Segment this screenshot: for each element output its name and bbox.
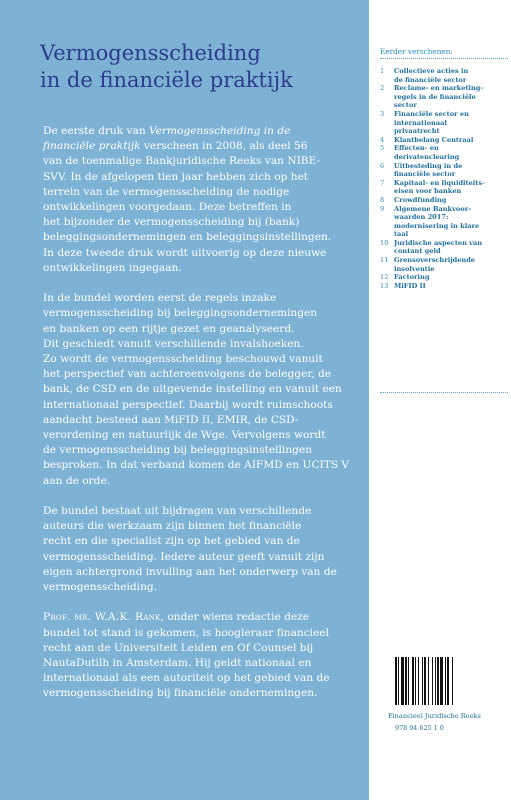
series-number: 2 bbox=[380, 84, 385, 93]
series-title-line: contant geld bbox=[394, 247, 441, 256]
series-item bbox=[380, 162, 508, 179]
text-line: het bijzonder de vermogensscheiding bij (bank) bbox=[43, 216, 300, 229]
series-item bbox=[380, 179, 508, 196]
series-number: 10 bbox=[380, 238, 389, 247]
text-line: vermogensscheiding bij beleggingsondernemingen bbox=[43, 307, 318, 320]
text-line: verordening en natuurlijk de Wge. Vervolgens wordt bbox=[43, 429, 326, 442]
series-item bbox=[380, 273, 508, 282]
series-title bbox=[394, 144, 508, 161]
series-title-line: regels in de financiële bbox=[394, 92, 476, 101]
series-item bbox=[380, 84, 508, 110]
series-title-line: de financiële sector bbox=[394, 75, 467, 84]
text-line: vermogensscheiding. Iedere auteur geeft vanuit zijn bbox=[43, 550, 325, 563]
text-line: De bundel bestaat uit bijdragen van verschillende bbox=[43, 505, 312, 518]
series-title-line: Effecten- en bbox=[394, 144, 439, 153]
series-number: 11 bbox=[380, 256, 389, 265]
series-title bbox=[394, 179, 508, 196]
series-item bbox=[380, 136, 508, 145]
text-line: bundel tot stand is gekomen, is hoogleraar financieel bbox=[43, 626, 330, 639]
text-line: SVV. In de afgelopen tien jaar hebben zich op het bbox=[43, 170, 309, 183]
series-title-line: Kapitaal- en liquiditeits- bbox=[394, 178, 485, 187]
series-title-line: Uitbesteding in de bbox=[394, 161, 463, 170]
series-title bbox=[394, 205, 508, 239]
text-run: , onder wiens redactie deze bbox=[160, 611, 309, 624]
text-line: internationaal perspectief. Daarbij wordt ruimschoots bbox=[43, 398, 333, 411]
barcode-icon bbox=[393, 657, 497, 705]
series-item bbox=[380, 196, 508, 205]
text-line: internationaal als een autoriteit op het gebied van de bbox=[43, 672, 330, 685]
text-line: besproken. In dat verband komen de AIFMD en UCITS V bbox=[43, 459, 350, 472]
isbn-number: 978 94 625 1 0 bbox=[395, 724, 444, 732]
text-line: vermogensscheiding bij financiële ondernemingen. bbox=[43, 687, 318, 700]
series-number: 1 bbox=[380, 67, 385, 75]
series-number: 4 bbox=[380, 135, 385, 144]
text-line: het perspectief van achtereenvolgens de belegger, de bbox=[43, 368, 332, 381]
text-line: terrein van de vermogensscheiding de nodige bbox=[43, 185, 290, 198]
series-name: Financieel Juridische Reeks bbox=[388, 712, 481, 720]
text-line: en banken op een rijtje gezet en geanalyseerd. bbox=[43, 322, 295, 335]
series-number: 6 bbox=[380, 161, 385, 170]
series-title-line: insolventie bbox=[394, 264, 435, 273]
series-title-line: Financiële sector en bbox=[394, 109, 469, 118]
series-item bbox=[380, 282, 508, 291]
text-line: vermogensscheiding. bbox=[43, 581, 158, 594]
series-title-line: Grensoverschrijdende bbox=[394, 256, 475, 265]
series-title-line: financiële sector bbox=[394, 170, 456, 179]
book-title-italic: Vermogensscheiding in de bbox=[149, 125, 291, 137]
text-line bbox=[43, 124, 363, 139]
series-item bbox=[380, 256, 508, 273]
paragraph-authors bbox=[43, 504, 363, 595]
text-line: Zo wordt de vermogensscheiding beschouwd vanuit bbox=[43, 353, 323, 366]
text-line: recht aan de Universiteit Leiden en Of Counsel bij bbox=[43, 641, 314, 654]
series-item bbox=[380, 110, 508, 136]
series-title bbox=[394, 110, 508, 136]
series-number: 13 bbox=[380, 281, 389, 290]
text-line: auteurs die werkzaam zijn binnen het financiële bbox=[43, 520, 302, 533]
title-line: in de financiële praktijk bbox=[40, 68, 293, 92]
text-run: verscheen in 2008, als deel 56 bbox=[140, 140, 308, 153]
series-list bbox=[380, 67, 508, 290]
text-line: aandacht besteed aan MiFID II, EMIR, de CSD- bbox=[43, 413, 299, 426]
paragraph-editor bbox=[43, 610, 363, 701]
text-line bbox=[43, 139, 363, 154]
text-line: In de bundel worden eerst de regels inzake bbox=[43, 292, 277, 305]
book-title bbox=[40, 40, 360, 94]
series-title-line: privaatrecht bbox=[394, 127, 440, 136]
sidebar-divider bbox=[380, 58, 508, 59]
series-title bbox=[394, 84, 508, 110]
series-title-line: MiFID II bbox=[394, 281, 426, 290]
text-line bbox=[43, 610, 363, 625]
series-title bbox=[394, 239, 508, 256]
sidebar-divider bbox=[380, 392, 508, 393]
series-title-line: internationaal bbox=[394, 118, 447, 127]
text-line: NautaDutilh in Amsterdam. Hij geldt nationaal en bbox=[43, 657, 312, 670]
series-number: 3 bbox=[380, 109, 385, 118]
paragraph-first-edition bbox=[43, 124, 363, 276]
series-number: 5 bbox=[380, 144, 385, 153]
series-title-line: Reclame- en marketing- bbox=[394, 84, 484, 93]
series-title-line: Collectieve acties in bbox=[394, 67, 469, 75]
text-line: Dit geschiedt vanuit verschillende invalshoeken. bbox=[43, 337, 304, 350]
text-line: ontwikkelingen voorgedaan. Deze betreffen in bbox=[43, 201, 292, 214]
book-title-italic: financiële praktijk bbox=[43, 140, 141, 153]
series-title bbox=[394, 162, 508, 179]
series-title bbox=[394, 67, 508, 84]
text-line: van de toenmalige Bankjuridische Reeks van NIBE- bbox=[43, 155, 321, 168]
series-title-line: eisen voor banken bbox=[394, 187, 462, 196]
series-item bbox=[380, 205, 508, 239]
blurb bbox=[43, 124, 363, 717]
series-title-line: Crowdfunding bbox=[394, 195, 447, 204]
series-title-line: taal bbox=[394, 230, 409, 239]
text-line: bank, de CSD en de uitgevende instelling en vanuit een bbox=[43, 383, 342, 396]
text-line: de vermogensscheiding bij beleggingsinstellingen bbox=[43, 444, 313, 457]
series-title bbox=[394, 136, 508, 145]
series-title bbox=[394, 196, 508, 205]
series-title-line: Klantbelang Centraal bbox=[394, 135, 474, 144]
series-number: 9 bbox=[380, 204, 385, 213]
text-line: recht en die specialist zijn op het gebied van de bbox=[43, 535, 300, 548]
series-title-line: sector bbox=[394, 101, 417, 110]
series-item bbox=[380, 239, 508, 256]
text-line: beleggingsondernemingen en beleggingsinstellingen. bbox=[43, 231, 332, 244]
paragraph-contents bbox=[43, 291, 363, 489]
text-line: aan de orde. bbox=[43, 474, 111, 487]
isbn-barcode bbox=[393, 657, 497, 705]
series-title bbox=[394, 282, 508, 291]
series-title-line: derivatenclearing bbox=[394, 152, 460, 161]
series-number: 7 bbox=[380, 178, 385, 187]
series-title-line: modernisering in klare bbox=[394, 221, 480, 230]
series-title-line: waarden 2017: bbox=[394, 213, 449, 222]
series-title-line: Factoring bbox=[394, 273, 430, 282]
series-title bbox=[394, 273, 508, 282]
sidebar-heading: Eerder verschenen: bbox=[380, 47, 453, 56]
text-run: De eerste druk van bbox=[43, 125, 150, 137]
series-title bbox=[394, 256, 508, 273]
series-title-line: Algemene Bankvoor- bbox=[394, 204, 471, 213]
editor-name: Prof. mr. W.A.K. Rank bbox=[43, 611, 161, 624]
series-item bbox=[380, 67, 508, 84]
series-number: 12 bbox=[380, 273, 389, 282]
series-item bbox=[380, 144, 508, 161]
series-title-line: Juridische aspecten van bbox=[394, 238, 483, 247]
text-line: ontwikkelingen ingegaan. bbox=[43, 261, 182, 274]
title-line: Vermogensscheiding bbox=[40, 41, 261, 65]
text-line: In deze tweede druk wordt uitvoerig op deze nieuwe bbox=[43, 246, 327, 259]
series-number: 8 bbox=[380, 195, 385, 204]
text-line: eigen achtergrond invulling aan het onderwerp van de bbox=[43, 565, 337, 578]
